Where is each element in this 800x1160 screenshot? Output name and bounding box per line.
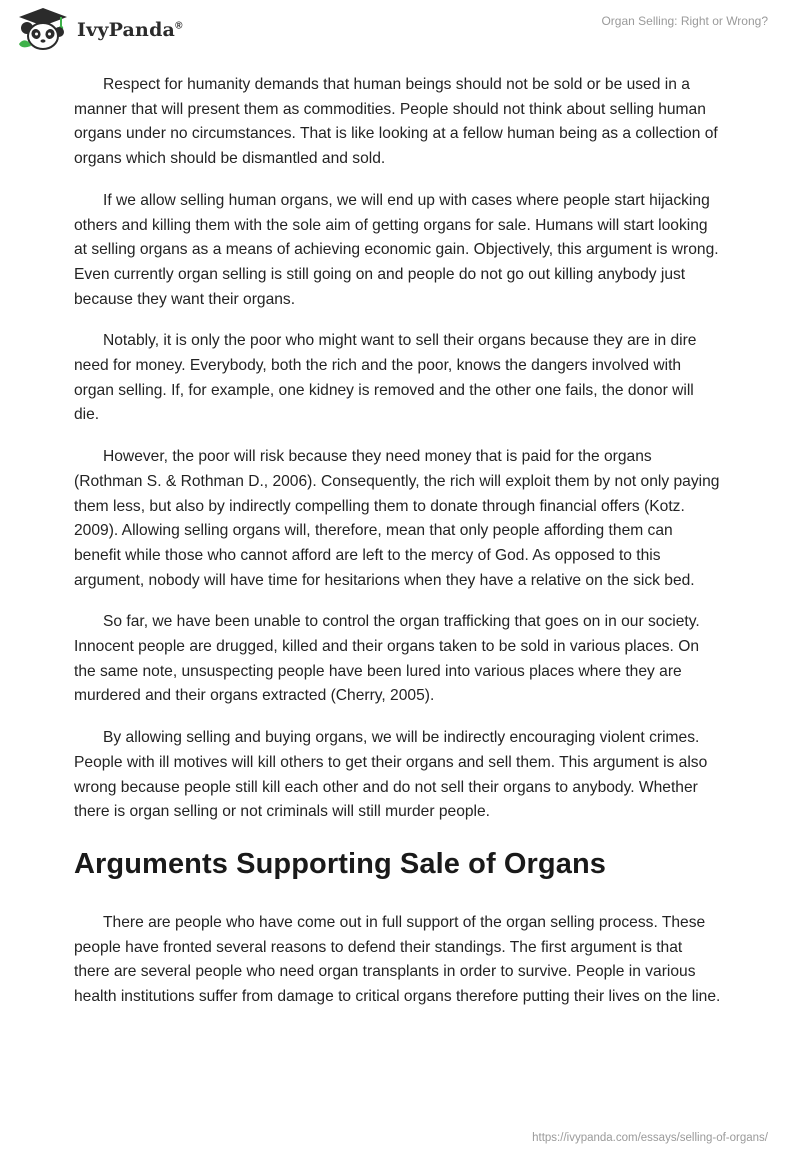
section-heading: Arguments Supporting Sale of Organs	[74, 847, 606, 880]
paragraph: Notably, it is only the poor who might want to sell their organs because they are in dire need for money. Everybody, both the rich and the poor, knows the dangers involved with organ selling. If, for example, one kidney is removed and the other one fails, the donor will die.	[74, 332, 697, 424]
panda-graduate-icon	[15, 6, 71, 52]
paragraph: However, the poor will risk because they need money that is paid for the organs (Rothman S. & Rothman D., 2006). Consequently, the rich will exploit them by not only paying them less, but also by indirectly compelling them to donate through financial offers (Kotz. 2009). Allowing selling organs will, therefore, mean that only people affording them can benefit while those who cannot afford are left to the mercy of God. As opposed to this argument, nobody will have time for hesitarions when they have a relative on the sick bed.	[74, 448, 720, 589]
paragraph: Respect for humanity demands that human beings should not be sold or be used in a manner that will present them as commodities. People should not think about selling human organs under no circumstances. That is like looking at a fellow human being as a collection of organs which should be dismantled and sold.	[74, 76, 718, 168]
paragraph: So far, we have been unable to control the organ trafficking that goes on in our society. Innocent people are drugged, killed and their organs taken to be sold in various places. On the same note, unsuspecting people have been lured into various places where they are murdered and their organs extracted (Cherry, 2005).	[74, 613, 700, 705]
ivypanda-logo[interactable]	[15, 6, 183, 52]
document-title: Organ Selling: Right or Wrong?	[601, 14, 768, 28]
page-header	[0, 0, 800, 60]
logo-wordmark: IvyPanda®	[77, 19, 183, 41]
source-url[interactable]: https://ivypanda.com/essays/selling-of-organs/	[532, 1132, 768, 1144]
paragraph: There are people who have come out in full support of the organ selling process. These people have fronted several reasons to defend their standings. The first argument is that there are several people who need organ transplants in order to survive. People in various health institutions suffer from damage to critical organs therefore putting their lives on the line.	[74, 913, 721, 1006]
paragraph: If we allow selling human organs, we will end up with cases where people start hijacking others and killing them with the sole aim of getting organs for sale. Humans will start looking at selling organs as a means of achieving economic gain. Objectively, this argument is wrong. Even currently organ selling is still going on and people do not go out killing anybody just because they want their organs.	[74, 191, 719, 308]
paragraph: By allowing selling and buying organs, we will be indirectly encouraging violent crimes. People with ill motives will kill others to get their organs and sell them. This argument is also wrong because people still kill each other and do not sell their organs to anybody. Whether there is organ selling or not criminals will still murder people.	[74, 729, 708, 821]
registered-mark: ®	[175, 20, 183, 32]
essay-content	[74, 73, 722, 1027]
